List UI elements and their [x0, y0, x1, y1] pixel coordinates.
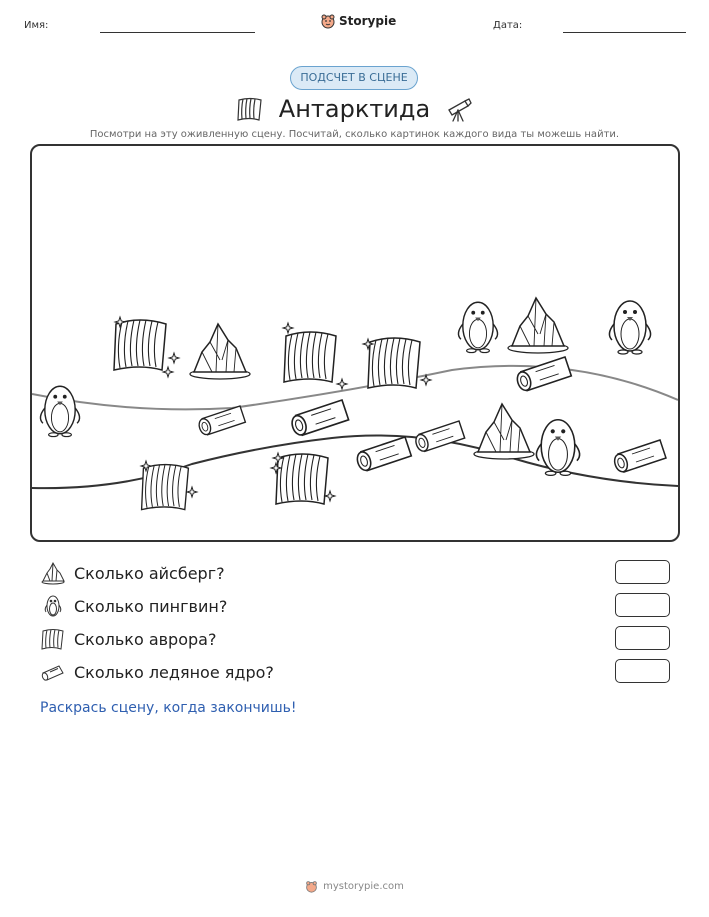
iceberg-icon [40, 560, 66, 586]
penguin-1 [40, 386, 79, 436]
aurora-1 [114, 320, 166, 370]
answer-box[interactable] [615, 626, 670, 650]
name-field[interactable] [100, 32, 255, 33]
ice-core-6 [613, 440, 666, 473]
ice-core-icon [40, 659, 66, 685]
aurora-icon [40, 626, 66, 652]
question-ice-cores [40, 659, 670, 685]
brand-name: Storypie [339, 14, 397, 28]
footer [0, 880, 709, 893]
question-auroras [40, 626, 670, 652]
title-row [0, 90, 709, 128]
aurora-5 [276, 454, 328, 504]
instructions: Посмотри на эту оживленную сцену. Посчитай, сколько картинок каждого вида ты можешь найти. [89, 129, 620, 140]
aurora-3 [368, 338, 420, 388]
aurora-4 [142, 465, 189, 510]
answer-box[interactable] [615, 659, 670, 683]
coloring-note: Раскрась сцену, когда закончишь! [40, 700, 297, 716]
scene-illustration [32, 146, 678, 540]
date-field[interactable] [563, 32, 686, 33]
name-label: Имя: [24, 20, 49, 31]
question-penguins [40, 593, 670, 619]
storypie-mascot-icon [305, 880, 318, 893]
aurora-2 [284, 332, 336, 382]
answer-box[interactable] [615, 560, 670, 584]
page-title: Антарктида [278, 95, 431, 123]
counting-scene [30, 144, 680, 542]
telescope-icon [444, 94, 474, 124]
snow-ridge-lower [32, 436, 678, 489]
brand-logo [320, 13, 396, 29]
footer-url[interactable]: mystorypie.com [323, 881, 404, 892]
ice-core-5 [414, 421, 465, 453]
date-label: Дата: [493, 20, 523, 31]
question-text: Сколько пингвин? [74, 596, 228, 616]
iceberg-1 [190, 324, 250, 379]
iceberg-2 [508, 298, 568, 353]
ice-core-1 [197, 406, 245, 436]
answer-box[interactable] [615, 593, 670, 617]
question-text: Сколько ледяное ядро? [74, 662, 274, 682]
ice-core-3 [515, 357, 571, 392]
ice-core-4 [355, 437, 411, 472]
iceberg-3 [474, 404, 534, 459]
ice-core-2 [290, 400, 349, 437]
question-icebergs [40, 560, 670, 586]
activity-badge: ПОДСЧЕТ В СЦЕНЕ [290, 66, 418, 90]
penguin-3 [609, 301, 650, 354]
question-text: Сколько айсберг? [74, 563, 225, 583]
snow-ridge-upper [32, 366, 678, 410]
storypie-mascot-icon [320, 13, 336, 29]
question-text: Сколько аврора? [74, 629, 217, 649]
penguin-icon [40, 593, 66, 619]
penguin-2 [458, 302, 497, 352]
aurora-icon [235, 94, 265, 124]
